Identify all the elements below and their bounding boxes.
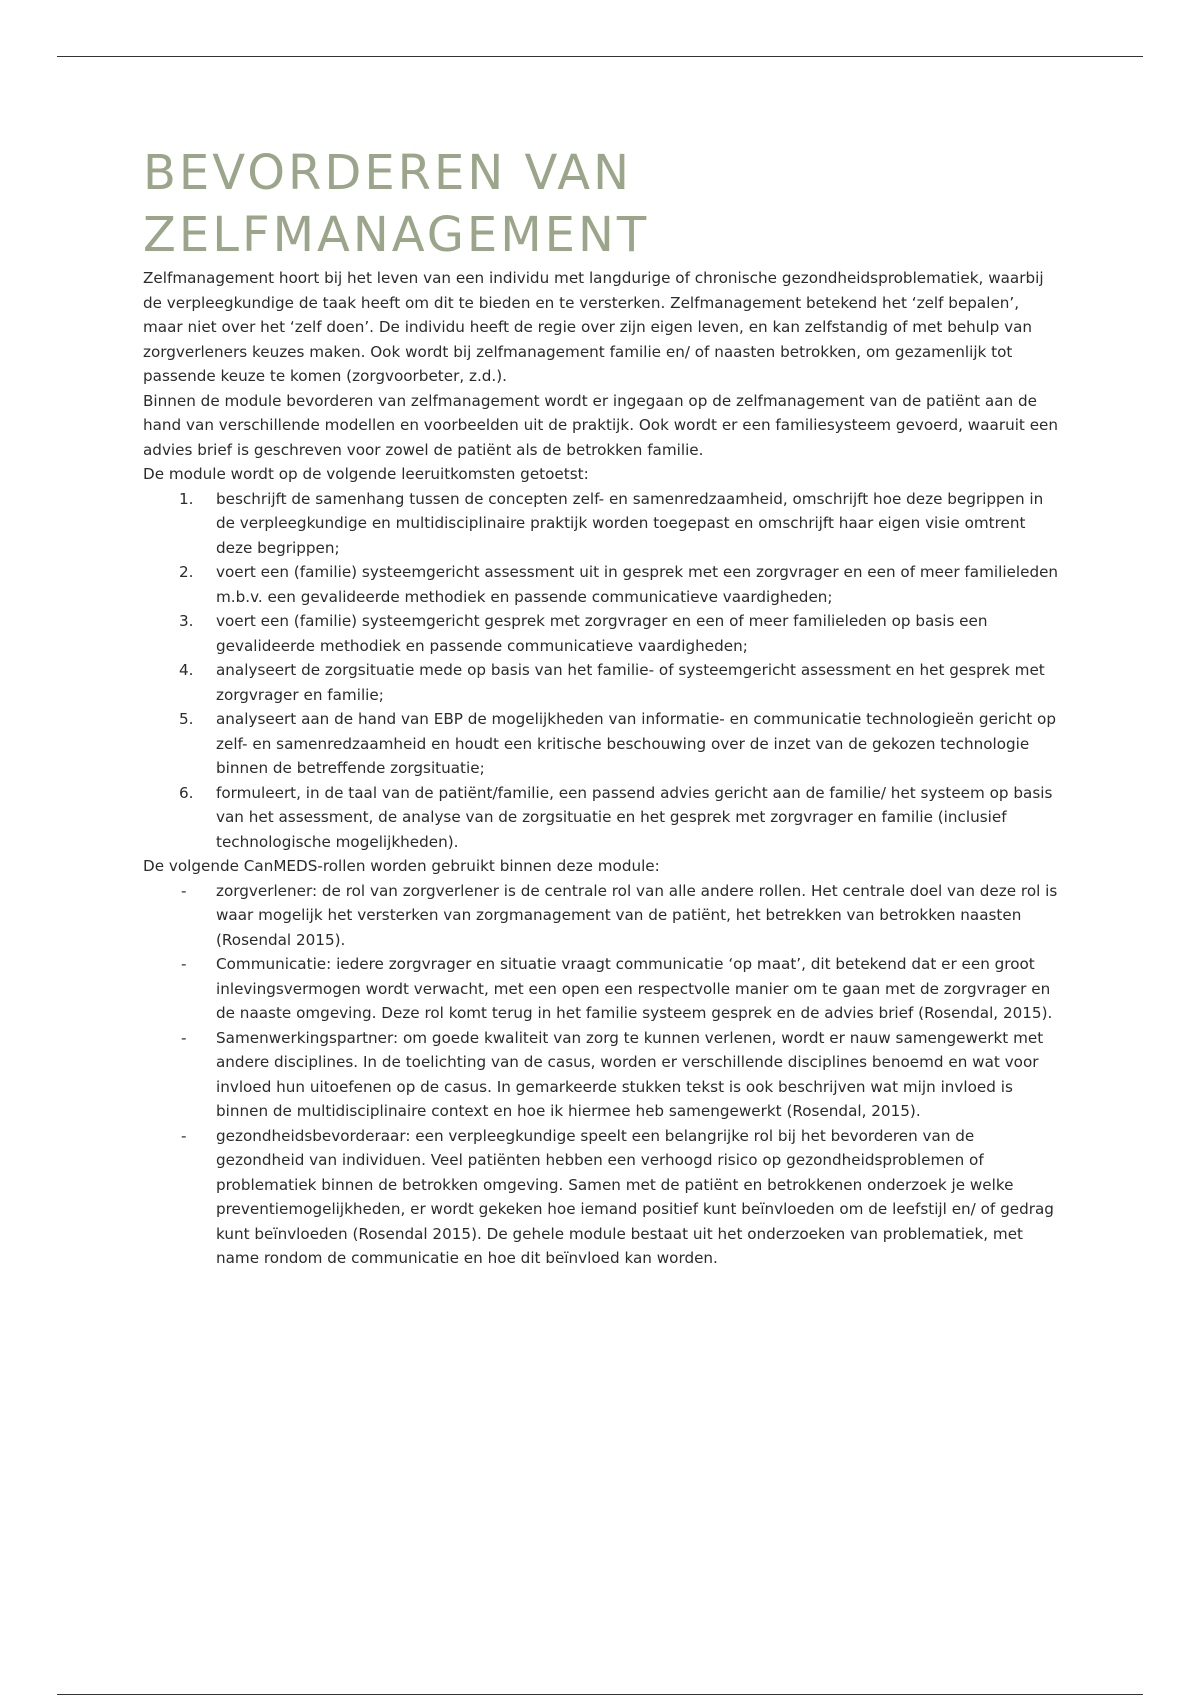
role-text: gezondheidsbevorderaar: een verpleegkundige speelt een belangrijke rol bij het bevorderen van de gezondheid van individuen. Veel patiënten hebben een verhoogd risico op gezondheidsproblemen of problematiek binnen de betrokken omgeving. Samen met de patiënt en betrokkenen onderzoek je welke preventiemogelijkheden, er wordt gekeken hoe iemand positief kunt beïnvloeden om de leefstijl en/ of gedrag kunt beïnvloeden (Rosendal 2015). De gehele module bestaat uit het onderzoeken van problematiek, met name rondom de communicatie en hoe dit beïnvloed kan worden.	[216, 1126, 1054, 1267]
outcome-text: analyseert aan de hand van EBP de mogelijkheden van informatie- en communicatie technologieën gericht op zelf- en samenredzaamheid en houdt een kritische beschouwing over de inzet van de gekozen technologie binnen de betreffende zorgsituatie;	[216, 710, 1056, 777]
header-rule	[57, 56, 1143, 57]
outcome-text: voert een (familie) systeemgericht gesprek met zorgvrager en een of meer familieleden op basis een gevalideerde methodiek en passende communicatieve vaardigheden;	[216, 612, 988, 655]
bullet-dash: -	[181, 1126, 187, 1145]
footer-rule	[57, 1694, 1143, 1695]
list-number: 1.	[179, 489, 194, 508]
list-number: 3.	[179, 612, 194, 630]
document-page	[143, 142, 1063, 1271]
role-text: Communicatie: iedere zorgvrager en situatie vraagt communicatie ‘op maat’, dit betekend dat er een groot inlevingsvermogen wordt verwacht, met een open een respectvolle manier om te gaan met de zorgvrager en de naaste omgeving. Deze rol komt terug in het familie systeem gesprek en de advies brief (Rosendal, 2015).	[216, 955, 1053, 1022]
module-paragraph: Binnen de module bevorderen van zelfmanagement wordt er ingegaan op de zelfmanagement van de patiënt aan de hand van verschillende modellen en voorbeelden uit de praktijk. Ook wordt er een familiesysteem gevoerd, waaruit een advies brief is geschreven voor zowel de patiënt als de betrokken familie.	[143, 391, 1059, 459]
role-text: zorgverlener: de rol van zorgverlener is de centrale rol van alle andere rollen. Het centrale doel van deze rol is waar mogelijk het versterken van zorgmanagement van de patiënt, het betrekken van betrokken naasten (Rosendal 2015).	[216, 881, 1058, 949]
title-line-2: ZELFMANAGEMENT	[143, 207, 650, 263]
outcome-text: beschrijft de samenhang tussen de concepten zelf- en samenredzaamheid, omschrijft hoe deze begrippen in de verpleegkundige en multidisciplinaire praktijk worden toegepast en omschrijft haar eigen visie omtrent deze begrippen;	[216, 489, 1044, 557]
outcome-item	[143, 658, 1063, 707]
document-title	[143, 142, 1063, 266]
outcome-item	[143, 487, 1063, 561]
roles-intro: De volgende CanMEDS-rollen worden gebruikt binnen deze module:	[143, 857, 660, 875]
intro-paragraph: Zelfmanagement hoort bij het leven van een individu met langdurige of chronische gezondheidsproblematiek, waarbij de verpleegkundige de taak heeft om dit te bieden en te versterken. Zelfmanagement betekend het ‘zelf bepalen’, maar niet over het ‘zelf doen’. De individu heeft de regie over zijn eigen leven, en kan zelfstandig of met behulp van zorgverleners keuzes maken. Ook wordt bij zelfmanagement familie en/ of naasten betrokken, om gezamenlijk tot passende keuze te komen (zorgvoorbeter, z.d.).	[143, 269, 1044, 385]
bullet-dash: -	[181, 955, 187, 973]
outcomes-list	[143, 487, 1063, 855]
outcome-text: voert een (familie) systeemgericht assessment uit in gesprek met een zorgvrager en een of meer familieleden m.b.v. een gevalideerde methodiek en passende communicatieve vaardigheden;	[216, 563, 1059, 606]
bullet-dash: -	[181, 1028, 187, 1047]
roles-list	[143, 879, 1063, 1271]
role-item	[143, 1026, 1063, 1124]
role-item	[143, 879, 1063, 953]
role-item	[143, 952, 1063, 1026]
outcome-item	[143, 707, 1063, 781]
title-line-1: BEVORDEREN VAN	[143, 145, 633, 201]
list-number: 4.	[179, 661, 194, 679]
role-item	[143, 1124, 1063, 1271]
list-number: 2.	[179, 563, 194, 581]
outcome-item	[143, 609, 1063, 658]
outcomes-intro: De module wordt op de volgende leeruitkomsten getoetst:	[143, 465, 589, 483]
bullet-dash: -	[181, 881, 187, 900]
outcome-text: analyseert de zorgsituatie mede op basis van het familie- of systeemgericht assessment en het gesprek met zorgvrager en familie;	[216, 661, 1045, 704]
role-text: Samenwerkingspartner: om goede kwaliteit van zorg te kunnen verlenen, wordt er nauw samengewerkt met andere disciplines. In de toelichting van de casus, worden er verschillende disciplines benoemd en wat voor invloed hun uitoefenen op de casus. In gemarkeerde stukken tekst is ook beschrijven wat mijn invloed is binnen de multidisciplinaire context en hoe ik hiermee heb samengewerkt (Rosendal, 2015).	[216, 1028, 1044, 1120]
outcome-item	[143, 781, 1063, 855]
outcome-text: formuleert, in de taal van de patiënt/familie, een passend advies gericht aan de familie/ het systeem op basis van het assessment, de analyse van de zorgsituatie en het gesprek met zorgvrager en familie (inclusief technologische mogelijkheden).	[216, 783, 1053, 851]
list-number: 5.	[179, 710, 194, 728]
outcome-item	[143, 560, 1063, 609]
list-number: 6.	[179, 783, 194, 802]
